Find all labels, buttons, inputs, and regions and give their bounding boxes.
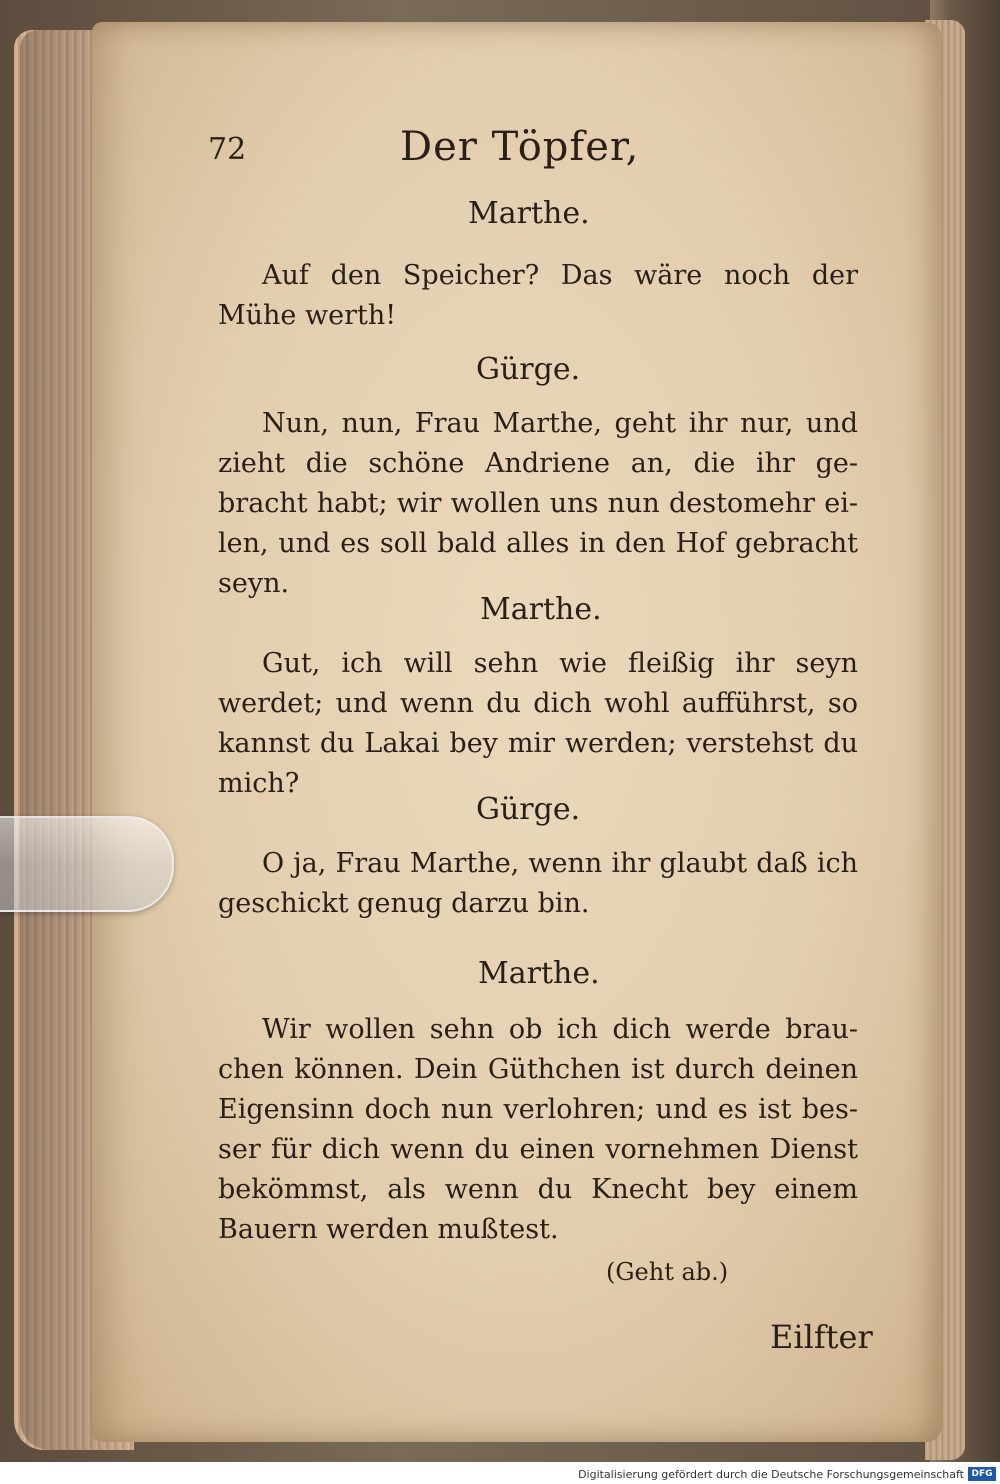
speaker-heading: Marthe. — [468, 196, 590, 231]
stage-direction: (Geht ab.) — [606, 1258, 729, 1286]
dialogue-paragraph: Gut, ich will sehn wie fleißig ihr seyn werdet; und wenn du dich wohl aufführst, so kannst du Lakai bey mir werden; verstehst du mich? — [218, 648, 858, 799]
dialogue-paragraph: Auf den Speicher? Das wäre noch der Mühe werth! — [218, 260, 858, 331]
digitization-footer — [0, 1462, 1000, 1484]
catchword: Eilfter — [770, 1318, 873, 1356]
speaker-heading: Gürge. — [476, 792, 581, 827]
page-number: 72 — [208, 132, 247, 167]
footer-credit: Digitalisierung gefördert durch die Deutsche Forschungsgemeinschaft — [578, 1468, 964, 1481]
speaker-heading: Gürge. — [476, 352, 581, 387]
dialogue-paragraph: Wir wollen sehn ob ich dich werde brau- chen können. Dein Güthchen ist durch deinen Eigensinn doch nun verlohren; und es ist bes- ser für dich wenn du einen vornehmen Dienst bekömmst, als wenn du Knecht bey einem Bauern werden mußtest. — [218, 1014, 858, 1245]
dialogue-paragraph: O ja, Frau Marthe, wenn ihr glaubt daß ich geschickt genug darzu bin. — [218, 848, 858, 919]
dfg-logo: DFG — [968, 1467, 996, 1481]
running-head: Der Töpfer, — [400, 124, 640, 170]
dialogue-paragraph: Nun, nun, Frau Marthe, geht ihr nur, und zieht die schöne Andriene an, die ihr ge- bracht habt; wir wollen uns nun destomehr ei- len, und es soll bald alles in den Hof gebracht seyn. — [218, 408, 858, 599]
speaker-heading: Marthe. — [478, 956, 600, 991]
page-clip-holder — [0, 816, 174, 912]
speaker-heading: Marthe. — [480, 592, 602, 627]
